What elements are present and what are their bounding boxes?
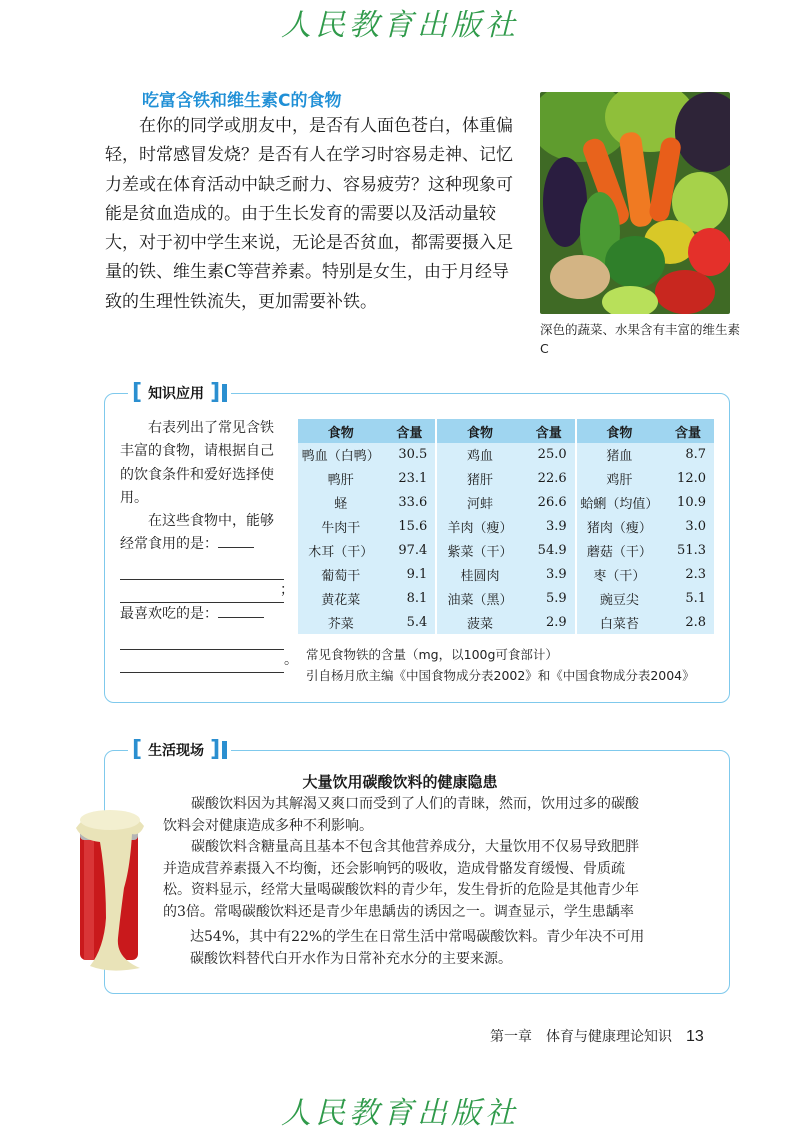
table-cell: 8.7 [685, 447, 706, 463]
table-caption [306, 644, 726, 686]
table-cell: 2.9 [545, 614, 567, 630]
chapter-label: 第一章 体育与健康理论知识 [490, 1029, 672, 1045]
article-line: 松。资料显示，经常大量喝碳酸饮料的青少年，发生骨折的危险是其他青少年 [163, 882, 639, 899]
article-line: 碳酸饮料含糖量高且基本不包含其他营养成分，大量饮用不仅易导致肥胖 [191, 839, 639, 856]
table-cell: 9.1 [406, 566, 428, 582]
table-row [298, 443, 714, 467]
table-cell: 油菜（黑） [436, 586, 522, 610]
table-cell: 2.8 [685, 614, 706, 630]
table-header-row [298, 419, 714, 443]
column-header: 食物 [436, 419, 522, 443]
table-row [298, 539, 714, 563]
table-cell: 22.6 [537, 471, 567, 487]
table-cell: 鸭肝 [327, 473, 354, 489]
table-cell: 12.0 [677, 471, 706, 487]
table-cell: 枣（干） [576, 562, 662, 586]
table-cell: 芥菜 [327, 616, 354, 632]
article-body-top [163, 794, 715, 924]
article-line: 饮料会对健康造成多种不利影响。 [163, 817, 373, 834]
bracket-left-icon: [ [132, 737, 143, 762]
publisher-footer: 人民教育出版社 [281, 1096, 519, 1131]
table-cell: 猪肝 [436, 467, 522, 491]
section-body [105, 112, 523, 317]
life-tab [128, 739, 231, 761]
page-footer [490, 1026, 704, 1046]
table-cell: 5.9 [545, 590, 567, 606]
table-row [298, 467, 714, 491]
column-header: 食物 [298, 419, 383, 443]
table-cell: 白菜苔 [576, 610, 662, 634]
knowledge-tab-label: 知识应用 [148, 386, 205, 402]
table-row [298, 562, 714, 586]
knowledge-tab [128, 382, 231, 404]
article-title: 大量饮用碳酸饮料的健康隐患 [302, 773, 498, 791]
column-header: 食物 [576, 419, 662, 443]
table-cell: 23.1 [398, 471, 428, 487]
answer-blank[interactable] [218, 603, 264, 618]
column-header: 含量 [523, 419, 576, 443]
table-cell: 97.4 [398, 543, 428, 558]
publisher-header: 人民教育出版社 [281, 8, 519, 43]
table-cell: 蛏 [334, 497, 348, 513]
table-cell: 羊肉（瘦） [436, 515, 522, 539]
knowledge-question-1: 在这些食物中，能够经常食用的是： [120, 513, 274, 553]
table-row [298, 491, 714, 515]
table-cell: 15.6 [398, 519, 428, 535]
article-line: 碳酸饮料替代白开水作为日常补充水分的主要来源。 [190, 950, 512, 967]
answer-line[interactable] [120, 557, 284, 580]
article-line: 达54%，其中有22%的学生在日常生活中常喝碳酸饮料。青少年决不可用 [190, 929, 645, 945]
table-cell: 25.0 [537, 447, 567, 463]
table-cell: 鸭血（白鸭） [301, 449, 380, 465]
table-cell: 10.9 [677, 495, 706, 511]
table-cell: 26.6 [537, 495, 567, 511]
answer-line[interactable]: 。 [120, 650, 284, 673]
table-caption-title: 常见食物铁的含量（mg，以100g可食部计） [306, 647, 558, 662]
knowledge-intro: 右表列出了常见含铁丰富的食物，请根据自己的饮食条件和爱好选择使用。 [120, 420, 274, 506]
answer-line[interactable]: ； [120, 580, 284, 603]
table-cell: 3.0 [685, 519, 706, 535]
table-cell: 牛肉干 [321, 521, 361, 537]
table-cell: 豌豆尖 [576, 586, 662, 610]
article-line: 并造成营养素摄入不均衡，还会影响钙的吸收，造成骨骼发育缓慢、骨质疏 [163, 860, 625, 877]
table-cell: 木耳（干） [308, 545, 374, 560]
answer-line[interactable] [120, 627, 284, 650]
table-cell: 33.6 [398, 495, 428, 511]
table-cell: 蛤蜊（均值） [576, 491, 662, 515]
article-line: 碳酸饮料因为其解渴又爽口而受到了人们的青睐，然而，饮用过多的碳酸 [191, 796, 639, 812]
section-paragraph: 在你的同学或朋友中，是否有人面色苍白，体重偏轻，时常感冒发烧？是否有人在学习时容易走神、记忆力差或在体育活动中缺乏耐力、容易疲劳？这种现象可能是贫血造成的。由于生长发育的需要以及活动量较大，对于初中学生来说，无论是否贫血，都需要摄入足量的铁、维生素C等营养素。特别是女生，由于月经导致的生理性铁流失，更加需要补铁。 [105, 116, 513, 312]
column-header: 含量 [383, 419, 436, 443]
table-cell: 鸡血 [436, 443, 522, 467]
table-cell: 黄花菜 [321, 592, 361, 608]
table-row [298, 586, 714, 610]
table-cell: 51.3 [677, 543, 706, 558]
table-cell: 猪血 [576, 443, 662, 467]
answer-blank[interactable] [218, 533, 254, 548]
knowledge-question-2: 最喜欢吃的是： [120, 603, 284, 626]
table-cell: 蘑菇（干） [576, 539, 662, 563]
table-cell: 3.9 [545, 566, 567, 582]
table-cell: 5.4 [406, 614, 428, 630]
table-cell: 30.5 [398, 447, 428, 463]
table-row [298, 515, 714, 539]
photo-caption: 深色的蔬菜、水果含有丰富的维生素C [540, 322, 741, 356]
vegetables-photo [540, 92, 730, 314]
article-line: 的3倍。常喝碳酸饮料还是青少年患龋齿的诱因之一。调查显示，学生患龋率 [163, 903, 634, 920]
table-cell: 5.1 [685, 590, 706, 606]
table-cell: 2.3 [685, 566, 706, 582]
tab-marker-icon [222, 384, 227, 402]
life-tab-label: 生活现场 [148, 743, 205, 759]
table-source: 引自杨月欣主编《中国食物成分表2002》和《中国食物成分表2004》 [306, 668, 695, 683]
table-cell: 鸡肝 [576, 467, 662, 491]
table-cell: 8.1 [406, 590, 428, 606]
table-cell: 菠菜 [436, 610, 522, 634]
table-cell: 54.9 [537, 543, 567, 558]
table-cell: 葡萄干 [321, 568, 361, 584]
column-header: 含量 [662, 419, 714, 443]
iron-content-table [298, 419, 714, 634]
table-cell: 猪肉（瘦） [576, 515, 662, 539]
article-body-bottom [190, 927, 715, 970]
knowledge-prompt [120, 417, 298, 673]
table-row [298, 610, 714, 634]
table-cell: 紫菜（干） [436, 539, 522, 563]
bracket-left-icon: [ [132, 380, 143, 405]
tab-marker-icon [222, 741, 227, 759]
bracket-right-icon: ] [210, 380, 221, 405]
table-cell: 桂圆肉 [436, 562, 522, 586]
table-cell: 河蚌 [436, 491, 522, 515]
page-number: 13 [686, 1028, 704, 1045]
table-cell: 3.9 [545, 519, 567, 535]
section-title: 吃富含铁和维生素C的食物 [142, 91, 342, 111]
bracket-right-icon: ] [210, 737, 221, 762]
